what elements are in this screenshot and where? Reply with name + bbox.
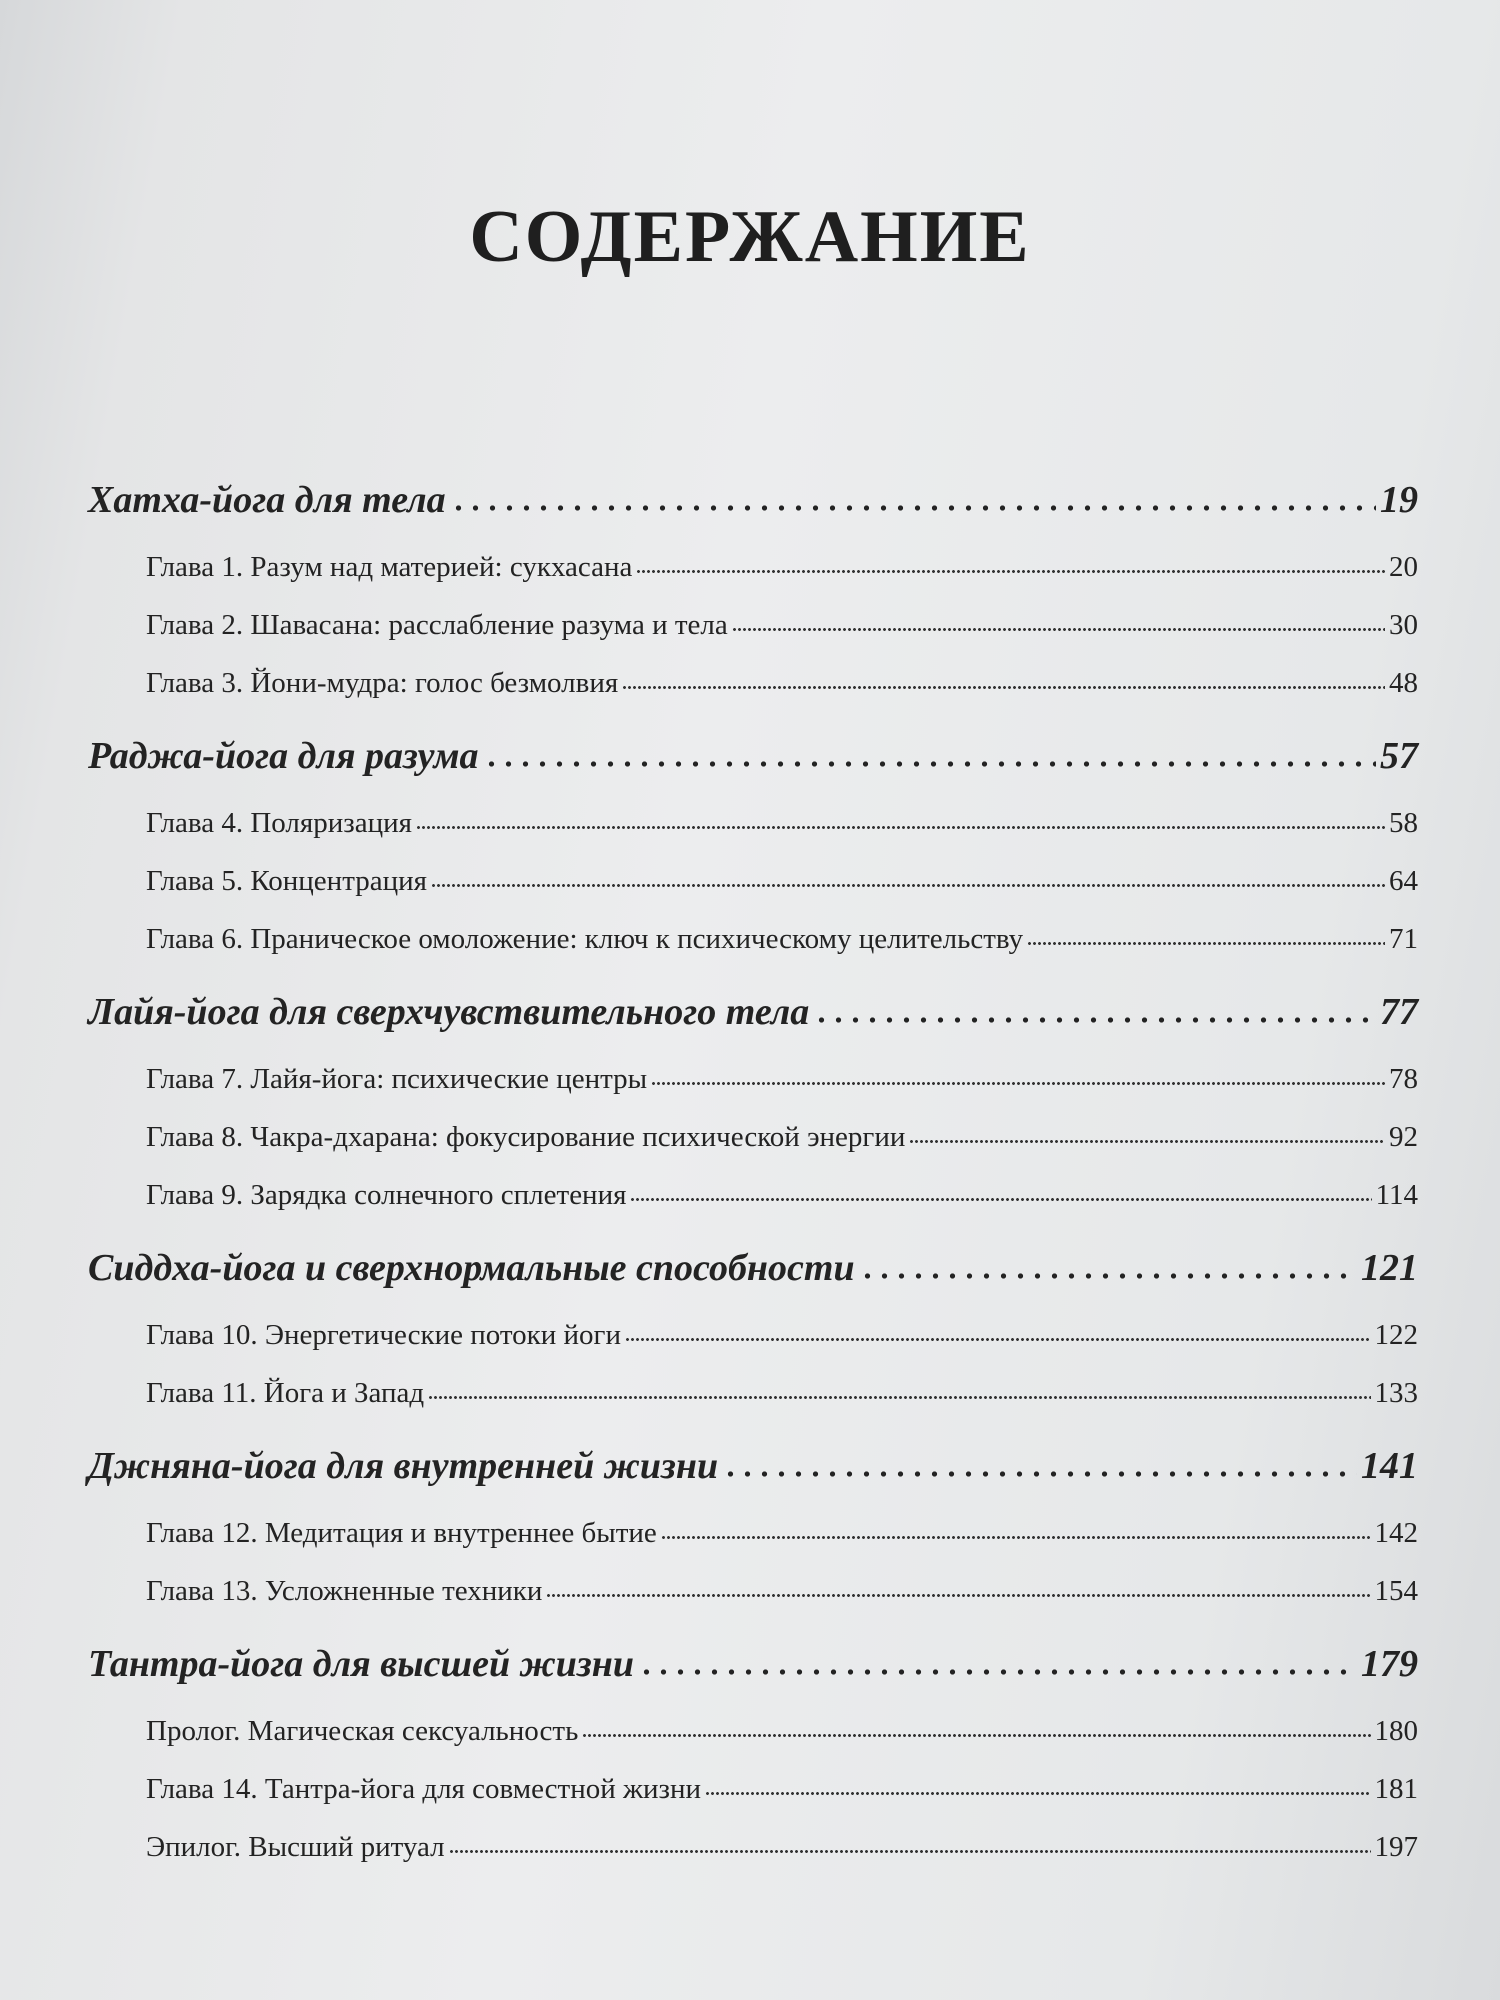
toc-chapter bbox=[88, 910, 1418, 968]
chapter-page-number: 181 bbox=[1374, 1773, 1418, 1805]
toc-chapter bbox=[88, 1166, 1418, 1224]
toc-section-siddha-yoga bbox=[88, 1238, 1418, 1298]
chapter-title: Глава 8. Чакра-дхарана: фокусирование психической энергии bbox=[146, 1121, 906, 1153]
toc-section-tantra-yoga bbox=[88, 1634, 1418, 1694]
dot-leader bbox=[483, 730, 1376, 768]
section-title: Джняна-йога для внутренней жизни bbox=[88, 1445, 719, 1487]
show-through-texture bbox=[60, 0, 1460, 120]
chapter-page-number: 92 bbox=[1389, 1121, 1418, 1153]
section-title: Сиддха-йога и сверхнормальные способности bbox=[88, 1247, 855, 1289]
dot-leader bbox=[859, 1242, 1357, 1280]
toc-chapter bbox=[88, 654, 1418, 712]
toc-chapter bbox=[88, 1702, 1418, 1760]
chapter-title: Глава 10. Энергетические потоки йоги bbox=[146, 1319, 621, 1351]
section-title: Тантра-йога для высшей жизни bbox=[88, 1643, 634, 1685]
chapter-title: Глава 13. Усложненные техники bbox=[146, 1575, 543, 1607]
toc-chapter bbox=[88, 1364, 1418, 1422]
toc-chapter bbox=[88, 1562, 1418, 1620]
toc-chapter bbox=[88, 1108, 1418, 1166]
section-title: Раджа-йога для разума bbox=[88, 735, 479, 777]
chapter-page-number: 78 bbox=[1389, 1063, 1418, 1095]
chapter-page-number: 30 bbox=[1389, 609, 1418, 641]
chapter-title: Глава 1. Разум над материей: сукхасана bbox=[146, 551, 633, 583]
chapter-title: Пролог. Магическая сексуальность bbox=[146, 1715, 579, 1747]
toc-section-raja-yoga bbox=[88, 726, 1418, 786]
chapter-title: Глава 3. Йони-мудра: голос безмолвия bbox=[146, 667, 619, 699]
toc-section-laya-yoga bbox=[88, 982, 1418, 1042]
dot-leader bbox=[661, 1513, 1371, 1542]
section-page-number: 121 bbox=[1361, 1247, 1418, 1289]
chapter-page-number: 154 bbox=[1374, 1575, 1418, 1607]
chapter-page-number: 180 bbox=[1374, 1715, 1418, 1747]
dot-leader bbox=[546, 1571, 1370, 1600]
toc-chapter bbox=[88, 852, 1418, 910]
toc-section-jnana-yoga bbox=[88, 1436, 1418, 1496]
dot-leader bbox=[638, 1638, 1357, 1676]
dot-leader bbox=[622, 663, 1385, 692]
chapter-title: Глава 9. Зарядка солнечного сплетения bbox=[146, 1179, 627, 1211]
page-title: СОДЕРЖАНИЕ bbox=[469, 196, 1031, 278]
chapter-title: Глава 11. Йога и Запад bbox=[146, 1377, 425, 1409]
toc-chapter bbox=[88, 1050, 1418, 1108]
dot-leader bbox=[705, 1769, 1370, 1798]
dot-leader bbox=[909, 1117, 1385, 1146]
dot-leader bbox=[449, 1827, 1371, 1856]
section-page-number: 57 bbox=[1380, 735, 1418, 777]
toc-section-hatha-yoga bbox=[88, 470, 1418, 530]
dot-leader bbox=[428, 1373, 1370, 1402]
dot-leader bbox=[625, 1315, 1371, 1344]
chapter-page-number: 58 bbox=[1389, 807, 1418, 839]
section-page-number: 77 bbox=[1380, 991, 1418, 1033]
toc-chapter bbox=[88, 596, 1418, 654]
dot-leader bbox=[431, 861, 1385, 890]
section-title: Хатха-йога для тела bbox=[88, 479, 446, 521]
dot-leader bbox=[651, 1059, 1385, 1088]
toc-chapter bbox=[88, 794, 1418, 852]
chapter-page-number: 197 bbox=[1374, 1831, 1418, 1863]
dot-leader bbox=[1027, 919, 1385, 948]
chapter-page-number: 20 bbox=[1389, 551, 1418, 583]
chapter-title: Глава 6. Праническое омоложение: ключ к психическому целительству bbox=[146, 923, 1024, 955]
dot-leader bbox=[582, 1711, 1370, 1740]
chapter-page-number: 133 bbox=[1374, 1377, 1418, 1409]
chapter-page-number: 114 bbox=[1375, 1179, 1418, 1211]
toc-chapter bbox=[88, 1760, 1418, 1818]
dot-leader bbox=[416, 803, 1385, 832]
section-page-number: 179 bbox=[1361, 1643, 1418, 1685]
toc-chapter bbox=[88, 1504, 1418, 1562]
section-title: Лайя-йога для сверхчувствительного тела bbox=[88, 991, 810, 1033]
chapter-title: Глава 4. Поляризация bbox=[146, 807, 412, 839]
chapter-page-number: 142 bbox=[1374, 1517, 1418, 1549]
chapter-title: Глава 2. Шавасана: расслабление разума и тела bbox=[146, 609, 728, 641]
chapter-page-number: 122 bbox=[1374, 1319, 1418, 1351]
dot-leader bbox=[630, 1175, 1371, 1204]
chapter-page-number: 71 bbox=[1389, 923, 1418, 955]
chapter-title: Глава 14. Тантра-йога для совместной жизни bbox=[146, 1773, 702, 1805]
dot-leader bbox=[450, 474, 1376, 512]
toc-chapter bbox=[88, 1306, 1418, 1364]
chapter-title: Эпилог. Высший ритуал bbox=[146, 1831, 445, 1863]
table-of-contents bbox=[88, 470, 1418, 1876]
toc-chapter bbox=[88, 538, 1418, 596]
chapter-title: Глава 7. Лайя-йога: психические центры bbox=[146, 1063, 648, 1095]
chapter-page-number: 48 bbox=[1389, 667, 1418, 699]
section-page-number: 19 bbox=[1380, 479, 1418, 521]
chapter-title: Глава 5. Концентрация bbox=[146, 865, 427, 897]
dot-leader bbox=[636, 547, 1385, 576]
dot-leader bbox=[813, 986, 1376, 1024]
chapter-title: Глава 12. Медитация и внутреннее бытие bbox=[146, 1517, 657, 1549]
toc-chapter bbox=[88, 1818, 1418, 1876]
chapter-page-number: 64 bbox=[1389, 865, 1418, 897]
dot-leader bbox=[732, 605, 1385, 634]
section-page-number: 141 bbox=[1361, 1445, 1418, 1487]
dot-leader bbox=[722, 1440, 1357, 1478]
